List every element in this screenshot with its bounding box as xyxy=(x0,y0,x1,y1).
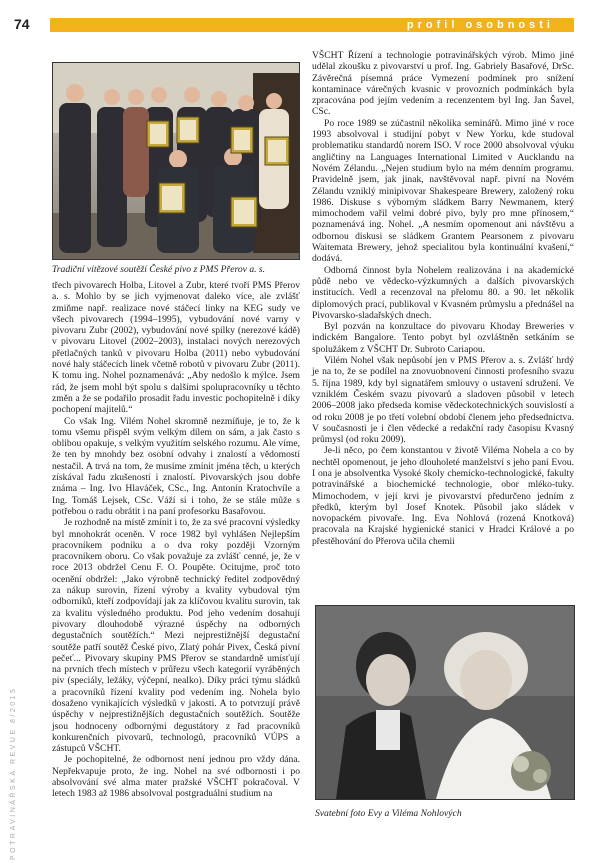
paragraph: Co však Ing. Vilém Nohel skromně nezmíňuje, je to, že k tomu všemu přispěl svým velkým dílem on sám, a jak často s oblibou opakuje, s velkým využitím selského rozumu. Ale víme, že ten by mnohdy bez osobní odvahy i znalostí a vědomostí nestačil. A trvá na tom, že musíme zmínit jména těch, u kterých získával řadu zkušeností i znalostí. Pivovarských jsou dobře známa – Ing. Ivo Hlaváček, CSc., Ing. Antonín Kratochvíle a Ing. Tomáš Lejsek, CSc. Váží si i toho, že se stále může s potřebou o radu obrátit i na paní profesorku Basařovou. xyxy=(52,415,300,517)
article-right-column xyxy=(312,50,574,547)
section-header-bar xyxy=(50,18,574,32)
paragraph: Je-li něco, po čem konstantou v životě Viléma Nohela a co by nechtěl opomenout, je jeho dlouholeté manželství s jeho paní Evou. I ona je absolventka Vysoké školy chemicko-technologické, fakulty potravinářské a biochemické technologie, obor mléko-tuky. Mimochodem, v její krvi je pivovarství předurčeno jedním z předků, kterým byl Josef Knotek. Působil jako sládek v novopackém pivovaře. Ing. Eva Nohlová (rozená Knotková) pracovala na Krajské hygienické stanici v Hradci Králové a po přestěhování do Přerova učila chemii xyxy=(312,445,574,547)
award-group-illustration xyxy=(53,63,299,259)
wedding-photo xyxy=(315,605,575,800)
paragraph: VŠCHT Řízení a technologie potravinářských výrob. Mimo jiné udělal zkoušku z pivovarství u prof. Ing. Gabriely Basařové, DrSc. Závěrečná písemná práce Vymezení podmínek pro snížení kontaminace várečných kvasnic v provozních podmínkách byla zpracována pod jejím vedením a recenzentem byl Ing. Jan Šavel, CSc. xyxy=(312,50,574,118)
article-left-column xyxy=(52,280,300,800)
section-title: profil osobnosti xyxy=(406,19,554,31)
paragraph: Je pochopitelné, že odbornost není jednou pro vždy dána. Nepřekvapuje proto, že ing. Nohel na své odbornosti i po absolvování své alma mater pražské VŠCHT pokračoval. V letech 1983 až 1986 absolvoval postgraduální studium na xyxy=(52,754,300,800)
photo-caption-awards: Tradiční vítězové soutěží České pivo z PMS Přerov a. s. xyxy=(52,264,266,275)
wedding-illustration xyxy=(316,606,574,799)
paragraph: Po roce 1989 se zúčastnil několika seminářů. Mimo jiné v roce 1993 absolvoval i studijní pobyt v New Yorku, kde studoval problematiku standardů norem ISO. V roce 2000 absolvoval výuku angličtiny na Languages International Limited v Aucklandu na Novém Zélandu. „Nejen studium bylo na mém denním programu. Pravidelně jsem, jak jinak, navštěvoval např. pivní na Novém Zélandu vzniklý minipivovar Shakespeare Brewery, založený roku 1986. Diskuse s výborným sládkem Barry Newmanem, který mimochodem vařil velmi dobré pivo, byly pro mne přínosem,“ poznamenává ing. Nohel. „A nesmím opomenout ani návštěvu a odbornou diskusi se sládkem Grantem Pearsonem z pivovaru Waitemata Brewery, jehož specialitou byla kontinuální kvašení,“ dodává. xyxy=(312,117,574,265)
photo-caption-wedding: Svatební foto Evy a Viléma Nohlových xyxy=(315,808,462,819)
paragraph: třech pivovarech Holba, Litovel a Zubr, které tvoří PMS Přerov a. s. Mohlo by se jich vyjmenovat daleko více, ale zvlášť zmiňme např. realizace nové stáčecí linky na KEG sudy ve všech pivovarech (1994–1995), vybudování nové varny v pivovaru Zubr (2002), vybudování nové spilky (nerezové kádě) v pivovaru Litovel (2002–2003), instalaci nových nerezových přetlačných tanků v pivovaru Holba (2011) nebo vybudování nové haly stáčecích linek včetně robotů v pivovaru Zubr (2011). K tomu ing. Nohel poznamenává: „Aby nedošlo k mýlce. Jsem rád, že jsem mohl být spolu s dalšími spolupracovníky u těchto změn a že se podařilo prosadit řadu investic pochopitelně i díky pochopení majitelů.“ xyxy=(52,280,300,416)
magazine-vertical-label: POTRAVINÁŘSKÁ REVUE 8/2015 xyxy=(10,686,17,860)
award-group-photo xyxy=(52,62,300,260)
paragraph: Odborná činnost byla Nohelem realizována i na akademické půdě nebo ve vědecko-výzkumných a dalších pivovarských institucích. Vedl a recenzoval na přelomu 80. a 90. let několik diplomových prací, publikoval v Kvasném průmyslu a přednášel na Pivovarsko-sladařských dnech. xyxy=(312,264,574,321)
page-number: 74 xyxy=(14,16,30,32)
paragraph: Je rozhodně na místě zmínit i to, že za své pracovní výsledky byl mnohokrát oceněn. V roce 1982 byl vyhlášen Nejlepším pracovníkem podniku a o dva roky později Vzorným pracovníkem oboru. Co však považuje za zvlášť cenné, je, že v roce 2013 obdržel Cenu F. O. Poupěte. Ocitujme, proč toto ocenění obdržel: „Jako výrobně technický ředitel zodpovědný za nákup surovin, řízení výroby a kvality vybudoval tým odborníků, kteří zodpovídají jak za klíčovou kvalitu surovin, tak za kvalitu výsledného produktu. Pod jeho vedením dosahují pivovary dlouhodobě výrazné úspěchy na odborných degustačních soutěžích.“ Mezi nejprestižnější degustační soutěže patří soutěž České pivo, Zlatý pohár Pivex, Česká pivní pečeť... Pivovary skupiny PMS Přerov se standardně umísťují na prvních třech místech v průřezu všech kategorií vyráběných piv (speciály, ležáky, výčepní, nealko). Díky práci týmu sládků a pracovníků řízení kvality pod vedením ing. Nohela bylo dosaženo vynikajících výsledků v jakosti. A to potvrzují právě úspěchy v nejprestižnějších degustačních soutěžích. Soutěže jsou hodnoceny odbornými degustátory z řad pracovníků konkurenčních pivovarů, technologů, pracovníků VÚPS a zástupců VŠCHT. xyxy=(52,517,300,755)
paragraph: Vilém Nohel však nepůsobí jen v PMS Přerov a. s. Zvlášť hrdý je na to, že se podílel na znovuobnovení činnosti profesního svazu 5. října 1989, kdy byl signatářem smlouvy o ustavení sdružení. Ve vzniklém Českém svazu pivovarů a sladoven působil v letech 2006–2008 jako předseda komise vědeckotechnických souvislostí a od roku 2008 je po třetí volební období členem jeho předsednictva. V současnosti je i člen vědecké a redakční rady časopisu Kvasný průmysl (od roku 2009). xyxy=(312,355,574,446)
paragraph: Byl pozván na konzultace do pivovaru Khoday Breweries v indickém Bangalore. Tento pobyt byl ozvláštněn setkáním se spolužákem z VŠCHT Dr. Subroto Cariapou. xyxy=(312,321,574,355)
